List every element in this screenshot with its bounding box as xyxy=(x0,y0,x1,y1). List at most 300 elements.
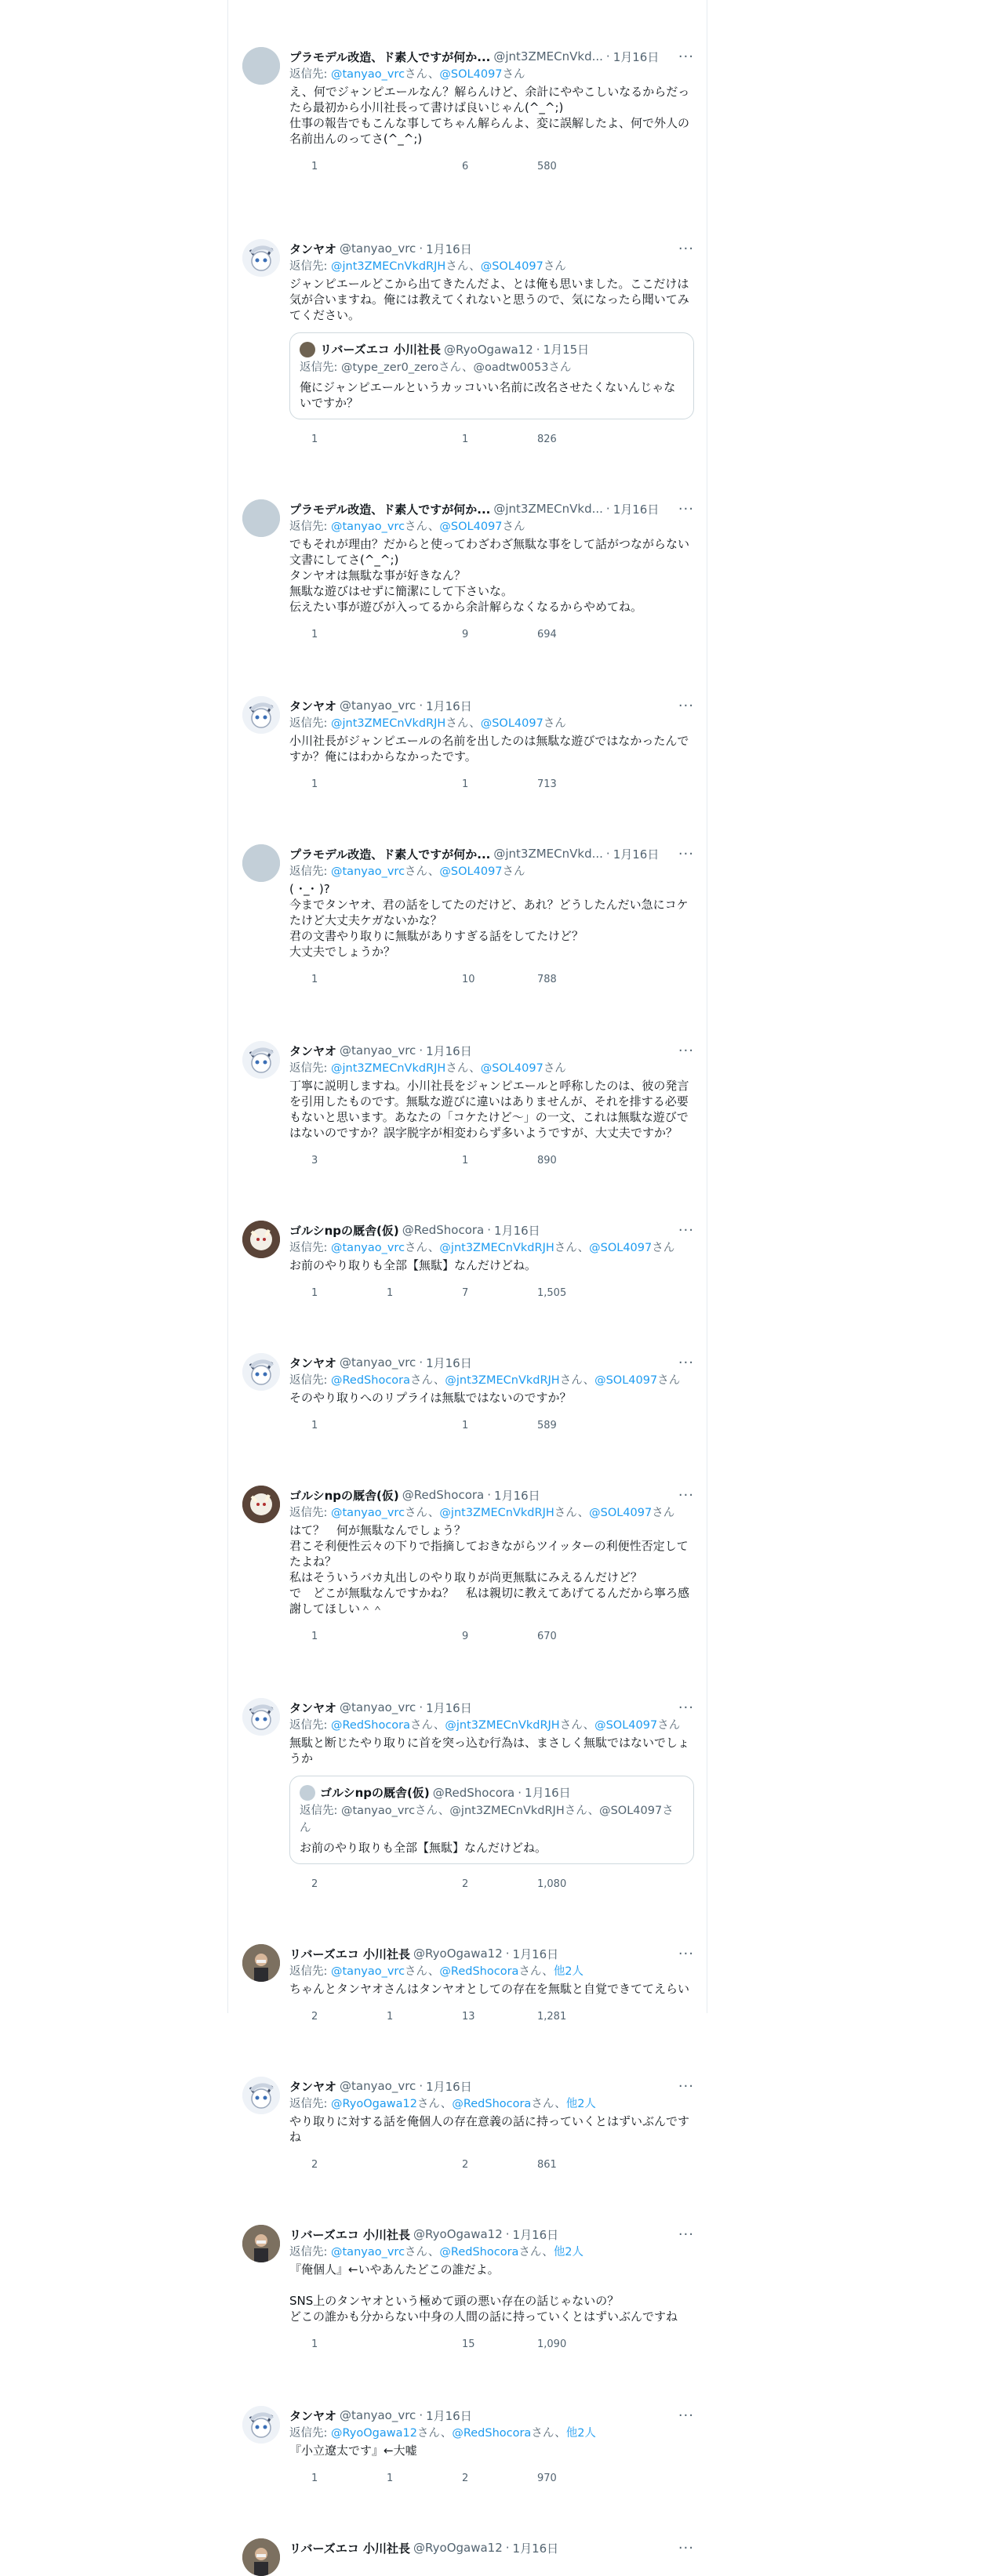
separator-dot: · xyxy=(419,2408,424,2422)
like-button[interactable] xyxy=(440,777,515,791)
like-button[interactable] xyxy=(440,1418,515,1432)
reply-to-prefix: 返信先: xyxy=(289,2427,331,2440)
tweet[interactable] xyxy=(228,1041,707,1172)
share-button[interactable] xyxy=(602,777,616,791)
share-icon xyxy=(602,627,616,641)
avatar-column xyxy=(242,1698,280,1896)
display-name[interactable]: リバーズエコ 小川社長 xyxy=(289,2227,411,2242)
display-name[interactable]: タンヤオ xyxy=(289,241,337,256)
user-handle[interactable]: @tanyao_vrc xyxy=(340,698,416,713)
avatar-column xyxy=(242,696,280,796)
more-icon[interactable]: ··· xyxy=(678,1354,694,1371)
display-name[interactable]: ゴルシnpの厩舎(仮) xyxy=(289,1488,399,1503)
reply-button[interactable] xyxy=(289,159,365,173)
display-name[interactable]: タンヤオ xyxy=(289,2079,337,2094)
avatar[interactable] xyxy=(242,239,280,277)
share-icon xyxy=(602,1418,616,1432)
mention-link[interactable]: @tanyao_vrc xyxy=(331,2246,405,2259)
timestamp[interactable]: 1月16日 xyxy=(512,1947,559,1961)
timestamp[interactable]: 1月16日 xyxy=(426,1355,472,1370)
mention-link[interactable]: @jnt3ZMECnVkdRJH xyxy=(331,1062,446,1075)
user-handle[interactable]: @tanyao_vrc xyxy=(340,1355,416,1370)
tweet-body xyxy=(289,2406,694,2490)
more-icon[interactable]: ··· xyxy=(678,2226,694,2243)
reply-to-prefix: 返信先: xyxy=(289,2246,331,2259)
mention-link[interactable]: @SOL4097 xyxy=(480,260,543,273)
display-name[interactable]: プラモデル改造、ド素人ですが何か... xyxy=(289,49,491,64)
mention-link[interactable]: @jnt3ZMECnVkdRJH xyxy=(331,717,446,730)
mention-link[interactable]: 他2人 xyxy=(565,2098,596,2110)
reply-button[interactable] xyxy=(289,627,365,641)
mention-link[interactable]: @RedShocora xyxy=(439,1965,519,1978)
like-button[interactable] xyxy=(440,2157,515,2171)
timestamp[interactable]: 1月16日 xyxy=(613,847,660,862)
views-button[interactable] xyxy=(515,1153,602,1167)
mention-link[interactable]: @SOL4097 xyxy=(439,521,503,533)
timestamp[interactable]: 1月16日 xyxy=(512,2227,559,2242)
reply-icon xyxy=(289,1629,304,1643)
display-name[interactable]: プラモデル改造、ド素人ですが何か... xyxy=(289,502,491,517)
timestamp[interactable]: 1月16日 xyxy=(494,1488,540,1503)
like-count: 9 xyxy=(462,1630,469,1642)
reply-button[interactable] xyxy=(289,1418,365,1432)
like-icon xyxy=(440,1418,454,1432)
like-button[interactable] xyxy=(440,2337,515,2351)
retweet-icon xyxy=(365,1418,379,1432)
mention-link[interactable]: @jnt3ZMECnVkdRJH xyxy=(445,1719,560,1732)
more-icon[interactable]: ··· xyxy=(678,1221,694,1239)
views-button[interactable] xyxy=(515,1418,602,1432)
share-button[interactable] xyxy=(602,1286,616,1300)
tweet-body xyxy=(289,499,694,646)
tweet-body xyxy=(289,1944,694,2028)
separator-dot: · xyxy=(419,1700,424,1714)
reply-button[interactable] xyxy=(289,1286,365,1300)
tweet[interactable] xyxy=(228,1486,707,1648)
like-button[interactable] xyxy=(440,627,515,641)
timestamp[interactable]: 1月16日 xyxy=(613,49,660,64)
share-button[interactable] xyxy=(602,2009,616,2023)
reply-button[interactable] xyxy=(289,1629,365,1643)
user-handle[interactable]: @RedShocora xyxy=(402,1488,485,1502)
timestamp[interactable]: 1月16日 xyxy=(426,2079,472,2094)
mention-link[interactable]: @SOL4097 xyxy=(594,1374,658,1387)
like-button[interactable] xyxy=(440,972,515,986)
avatar[interactable] xyxy=(242,1221,280,1258)
mention-link[interactable]: @SOL4097 xyxy=(439,68,503,81)
tweet[interactable] xyxy=(228,47,707,178)
reply-icon xyxy=(289,777,304,791)
action-bar xyxy=(289,772,694,796)
share-button[interactable] xyxy=(602,1418,616,1432)
user-handle[interactable]: @tanyao_vrc xyxy=(340,2408,416,2422)
retweet-icon xyxy=(365,159,379,173)
timestamp[interactable]: 1月16日 xyxy=(512,2541,559,2556)
avatar[interactable] xyxy=(242,499,280,537)
views-button[interactable] xyxy=(515,1877,602,1891)
reply-to-line xyxy=(289,258,694,275)
views-icon xyxy=(515,1286,529,1300)
quoted-reply-mentions: @tanyao_vrcさん、@jnt3ZMECnVkdRJHさん、@SOL4097さん xyxy=(300,1805,674,1834)
share-icon xyxy=(602,2157,616,2171)
retweet-button[interactable] xyxy=(365,1629,440,1643)
user-handle[interactable]: @RedShocora xyxy=(402,1223,485,1237)
more-icon[interactable]: ··· xyxy=(678,48,694,65)
reply-count: 1 xyxy=(311,1419,318,1431)
share-button[interactable] xyxy=(602,972,616,986)
action-bar xyxy=(289,2332,694,2356)
mention-link[interactable]: @RedShocora xyxy=(452,2427,532,2440)
reply-icon xyxy=(289,1286,304,1300)
quoted-tweet[interactable] xyxy=(289,332,694,419)
retweet-button[interactable] xyxy=(365,972,440,986)
views-icon xyxy=(515,627,529,641)
more-icon[interactable]: ··· xyxy=(678,1945,694,1962)
share-button[interactable] xyxy=(602,432,616,446)
display-name[interactable]: タンヤオ xyxy=(289,1700,337,1715)
display-name[interactable]: リバーズエコ 小川社長 xyxy=(289,2541,411,2556)
avatar[interactable] xyxy=(242,2406,280,2444)
action-bar xyxy=(289,1624,694,1648)
reply-button[interactable] xyxy=(289,972,365,986)
share-button[interactable] xyxy=(602,1877,616,1891)
avatar[interactable] xyxy=(242,2077,280,2114)
tweet[interactable] xyxy=(228,1698,707,1896)
retweet-button[interactable] xyxy=(365,159,440,173)
mention-suffix: さん xyxy=(543,717,566,730)
more-icon[interactable]: ··· xyxy=(678,1699,694,1716)
mention-suffix: さん、 xyxy=(416,2427,453,2440)
views-count: 694 xyxy=(537,628,557,640)
like-button[interactable] xyxy=(440,1629,515,1643)
like-icon xyxy=(440,1153,454,1167)
like-icon xyxy=(440,432,454,446)
avatar[interactable] xyxy=(242,1698,280,1736)
retweet-icon xyxy=(365,1629,379,1643)
mention-link[interactable]: 他2人 xyxy=(553,2246,584,2259)
tweet[interactable] xyxy=(228,844,707,991)
mention-suffix: さん、 xyxy=(518,1965,554,1978)
views-icon xyxy=(515,1629,529,1643)
mention-link[interactable]: @jnt3ZMECnVkdRJH xyxy=(439,1242,554,1254)
quoted-text: お前のやり取りも全部【無駄】なんだけどね。 xyxy=(300,1841,547,1855)
reply-button[interactable] xyxy=(289,1877,365,1891)
tweet-header xyxy=(289,1698,694,1717)
mention-link[interactable]: @SOL4097 xyxy=(594,1719,658,1732)
user-handle[interactable]: @tanyao_vrc xyxy=(340,241,416,256)
quoted-reply-prefix: 返信先: xyxy=(300,1805,341,1817)
views-count: 890 xyxy=(537,1154,557,1166)
like-button[interactable] xyxy=(440,2471,515,2485)
views-count: 1,281 xyxy=(537,2010,567,2023)
tweet-header xyxy=(289,696,694,715)
mention-link[interactable]: @RyoOgawa12 xyxy=(331,2098,417,2110)
user-handle[interactable]: @jnt3ZMECnVkd... xyxy=(493,49,603,63)
views-icon xyxy=(515,777,529,791)
views-button[interactable] xyxy=(515,2157,602,2171)
views-button[interactable] xyxy=(515,159,602,173)
mention-link[interactable]: @SOL4097 xyxy=(439,865,503,878)
retweet-button[interactable] xyxy=(365,1153,440,1167)
like-button[interactable] xyxy=(440,1877,515,1891)
retweet-button[interactable] xyxy=(365,2471,440,2485)
action-bar xyxy=(289,967,694,991)
tweet[interactable] xyxy=(228,2538,707,2576)
reply-button[interactable] xyxy=(289,1153,365,1167)
timestamp[interactable]: 1月16日 xyxy=(426,241,472,256)
reply-button[interactable] xyxy=(289,777,365,791)
user-handle[interactable]: @jnt3ZMECnVkd... xyxy=(493,502,603,516)
tweet-body xyxy=(289,1041,694,1172)
timestamp[interactable]: 1月16日 xyxy=(426,1700,472,1715)
views-button[interactable] xyxy=(515,1286,602,1300)
avatar[interactable] xyxy=(242,2538,280,2576)
tweet[interactable] xyxy=(228,239,707,451)
mention-suffix: さん、 xyxy=(416,2098,453,2110)
mention-suffix: さん、 xyxy=(405,865,440,878)
more-icon[interactable]: ··· xyxy=(678,2539,694,2556)
share-button[interactable] xyxy=(602,159,616,173)
display-name[interactable]: リバーズエコ 小川社長 xyxy=(289,1947,411,1961)
avatar[interactable] xyxy=(242,2225,280,2262)
separator-dot: · xyxy=(419,698,424,713)
quoted-tweet[interactable] xyxy=(289,1776,694,1864)
timeline xyxy=(227,0,707,2556)
quoted-reply-to xyxy=(300,359,684,376)
more-icon[interactable]: ··· xyxy=(678,240,694,257)
mention-link[interactable]: @RedShocora xyxy=(331,1374,411,1387)
share-button[interactable] xyxy=(602,1629,616,1643)
display-name[interactable]: タンヤオ xyxy=(289,2408,337,2423)
reply-count: 1 xyxy=(311,433,318,445)
mention-link[interactable]: 他2人 xyxy=(553,1965,584,1978)
tweet-text: 丁寧に説明しますね。小川社長をジャンピエールと呼称したのは、彼の発言を引用したものです。無駄な遊びに違いはありませんが、それを排する必要もないと思います。あなたの「コケたけど〜」の一文、これは無駄な遊びではないのですか？誤字脱字が相変わらず多いようですが、大丈夫ですか？ xyxy=(289,1079,689,1140)
mention-link[interactable]: @RedShocora xyxy=(452,2098,532,2110)
display-name[interactable]: ゴルシnpの厩舎(仮) xyxy=(289,1223,399,1238)
action-bar xyxy=(289,2153,694,2176)
tweet-text: お前のやり取りも全部【無駄】なんだけどね。 xyxy=(289,1258,537,1272)
like-button[interactable] xyxy=(440,1153,515,1167)
share-icon xyxy=(602,777,616,791)
like-button[interactable] xyxy=(440,2009,515,2023)
tweet-body xyxy=(289,2225,694,2356)
mention-link[interactable]: 他2人 xyxy=(565,2427,596,2440)
mention-link[interactable]: @tanyao_vrc xyxy=(331,1965,405,1978)
user-handle[interactable]: @RyoOgawa12 xyxy=(413,2541,503,2555)
mention-link[interactable]: @SOL4097 xyxy=(480,1062,543,1075)
more-icon[interactable]: ··· xyxy=(678,845,694,862)
like-icon xyxy=(440,1629,454,1643)
avatar[interactable] xyxy=(242,1041,280,1079)
like-button[interactable] xyxy=(440,1286,515,1300)
mention-suffix: さん、 xyxy=(554,1242,590,1254)
views-count: 713 xyxy=(537,778,557,790)
reply-to-prefix: 返信先: xyxy=(289,2098,331,2110)
display-name[interactable]: タンヤオ xyxy=(289,698,337,713)
views-icon xyxy=(515,2471,529,2485)
timestamp[interactable]: 1月16日 xyxy=(426,1043,472,1058)
views-button[interactable] xyxy=(515,1629,602,1643)
display-name[interactable]: タンヤオ xyxy=(289,1355,337,1370)
reply-button[interactable] xyxy=(289,2009,365,2023)
share-button[interactable] xyxy=(602,2157,616,2171)
reply-to-line xyxy=(289,1060,694,1077)
share-button[interactable] xyxy=(602,2471,616,2485)
tweet[interactable] xyxy=(228,2077,707,2176)
avatar-column xyxy=(242,1944,280,2028)
views-button[interactable] xyxy=(515,432,602,446)
tweet[interactable] xyxy=(228,1221,707,1304)
share-icon xyxy=(602,2337,616,2351)
mention-suffix: さん、 xyxy=(445,1062,481,1075)
share-button[interactable] xyxy=(602,1153,616,1167)
user-handle[interactable]: @jnt3ZMECnVkd... xyxy=(493,847,603,861)
reply-button[interactable] xyxy=(289,2157,365,2171)
avatar[interactable] xyxy=(242,696,280,734)
share-icon xyxy=(602,159,616,173)
tweet-body xyxy=(289,239,694,451)
timestamp[interactable]: 1月16日 xyxy=(426,2408,472,2423)
views-button[interactable] xyxy=(515,777,602,791)
mention-link[interactable]: @jnt3ZMECnVkdRJH xyxy=(331,260,446,273)
retweet-icon xyxy=(365,2157,379,2171)
reply-icon xyxy=(289,432,304,446)
share-button[interactable] xyxy=(602,627,616,641)
avatar-column xyxy=(242,1041,280,1172)
separator-dot: · xyxy=(605,49,610,63)
mention-link[interactable]: @jnt3ZMECnVkdRJH xyxy=(439,1507,554,1519)
views-button[interactable] xyxy=(515,972,602,986)
user-handle[interactable]: @RyoOgawa12 xyxy=(413,1947,503,1961)
display-name[interactable]: タンヤオ xyxy=(289,1043,337,1058)
reply-button[interactable] xyxy=(289,432,365,446)
mention-link[interactable]: @tanyao_vrc xyxy=(331,68,405,81)
quoted-reply-to xyxy=(300,1802,684,1837)
mention-link[interactable]: @tanyao_vrc xyxy=(331,865,405,878)
user-handle[interactable]: @tanyao_vrc xyxy=(340,2079,416,2093)
reply-icon xyxy=(289,1418,304,1432)
mention-link[interactable]: @jnt3ZMECnVkdRJH xyxy=(445,1374,560,1387)
like-button[interactable] xyxy=(440,432,515,446)
tweet[interactable] xyxy=(228,1353,707,1437)
more-icon[interactable]: ··· xyxy=(678,1042,694,1059)
retweet-button[interactable] xyxy=(365,777,440,791)
reply-to-prefix: 返信先: xyxy=(289,1062,331,1075)
like-count: 1 xyxy=(462,778,469,790)
tweet[interactable] xyxy=(228,1944,707,2028)
views-icon xyxy=(515,2157,529,2171)
timestamp[interactable]: 1月16日 xyxy=(494,1223,540,1238)
reply-button[interactable] xyxy=(289,2471,365,2485)
retweet-button[interactable] xyxy=(365,2157,440,2171)
avatar[interactable] xyxy=(242,1944,280,1982)
more-icon[interactable]: ··· xyxy=(678,2407,694,2424)
more-icon[interactable]: ··· xyxy=(678,697,694,714)
views-button[interactable] xyxy=(515,2009,602,2023)
mention-link[interactable]: @RyoOgawa12 xyxy=(331,2427,417,2440)
reply-icon xyxy=(289,1153,304,1167)
views-button[interactable] xyxy=(515,627,602,641)
user-handle[interactable]: @RyoOgawa12 xyxy=(413,2227,503,2241)
more-icon[interactable]: ··· xyxy=(678,2077,694,2095)
separator-dot: · xyxy=(605,847,610,861)
like-icon xyxy=(440,627,454,641)
separator-dot: · xyxy=(419,1043,424,1058)
mention-link[interactable]: @tanyao_vrc xyxy=(331,1507,405,1519)
like-button[interactable] xyxy=(440,159,515,173)
retweet-button[interactable] xyxy=(365,1877,440,1891)
reply-to-line xyxy=(289,66,694,83)
share-button[interactable] xyxy=(602,2337,616,2351)
share-icon xyxy=(602,1153,616,1167)
views-button[interactable] xyxy=(515,2337,602,2351)
retweet-button[interactable] xyxy=(365,432,440,446)
retweet-button[interactable] xyxy=(365,627,440,641)
timestamp[interactable]: 1月16日 xyxy=(613,502,660,517)
avatar-column xyxy=(242,1353,280,1437)
separator-dot: · xyxy=(518,1785,522,1800)
mention-link[interactable]: @tanyao_vrc xyxy=(331,521,405,533)
avatar[interactable] xyxy=(242,1353,280,1391)
tweet-body xyxy=(289,1486,694,1648)
user-handle[interactable]: @tanyao_vrc xyxy=(340,1043,416,1058)
mention-link[interactable]: @tanyao_vrc xyxy=(331,1242,405,1254)
more-icon[interactable]: ··· xyxy=(678,1486,694,1504)
tweet[interactable] xyxy=(228,2225,707,2356)
quoted-handle: @RyoOgawa12 xyxy=(444,342,533,357)
share-icon xyxy=(602,972,616,986)
avatar[interactable] xyxy=(242,1486,280,1523)
reply-button[interactable] xyxy=(289,2337,365,2351)
mention-suffix: さん、 xyxy=(405,68,440,81)
tweet-header xyxy=(289,844,694,863)
reply-icon xyxy=(289,159,304,173)
avatar[interactable] xyxy=(242,844,280,882)
retweet-button[interactable] xyxy=(365,1286,440,1300)
more-icon[interactable]: ··· xyxy=(678,500,694,517)
mention-suffix: さん、 xyxy=(518,2246,554,2259)
views-button[interactable] xyxy=(515,2471,602,2485)
retweet-button[interactable] xyxy=(365,2009,440,2023)
avatar[interactable] xyxy=(242,47,280,85)
tweet[interactable] xyxy=(228,2406,707,2490)
tweet[interactable] xyxy=(228,499,707,646)
user-handle[interactable]: @tanyao_vrc xyxy=(340,1700,416,1714)
retweet-button[interactable] xyxy=(365,2337,440,2351)
mention-link[interactable]: @SOL4097 xyxy=(589,1507,653,1519)
tweet-body xyxy=(289,2077,694,2176)
display-name[interactable]: プラモデル改造、ド素人ですが何か... xyxy=(289,847,491,862)
reply-count: 1 xyxy=(311,628,318,640)
mention-link[interactable]: @SOL4097 xyxy=(480,717,543,730)
retweet-icon xyxy=(365,627,379,641)
mention-link[interactable]: @RedShocora xyxy=(331,1719,411,1732)
mention-link[interactable]: @SOL4097 xyxy=(589,1242,653,1254)
mention-suffix: さん、 xyxy=(405,2246,440,2259)
reply-to-line xyxy=(289,1239,694,1257)
like-icon xyxy=(440,2337,454,2351)
mention-suffix: さん、 xyxy=(445,717,481,730)
tweet-text: でもそれが理由？だからと使ってわざわざ無駄な事をして話がつながらない文書にしてさ(^_^;) タンヤオは無駄な事が好きなん？ 無駄な遊びはせずに簡潔にして下さいな。 伝えたい事が遊びが入ってるから余計解らなくなるからやめてね。 xyxy=(289,537,690,614)
tweet-text: ジャンピエールどこから出てきたんだよ、とは俺も思いました。ここだけは気が合いますね。俺には教えてくれないと思うので、気になったら聞いてみてください。 xyxy=(289,277,689,322)
mention-link[interactable]: @RedShocora xyxy=(439,2246,519,2259)
like-icon xyxy=(440,777,454,791)
tweet-header xyxy=(289,1221,694,1239)
retweet-button[interactable] xyxy=(365,1418,440,1432)
timestamp[interactable]: 1月16日 xyxy=(426,698,472,713)
tweet[interactable] xyxy=(228,696,707,796)
reply-to-line xyxy=(289,863,694,880)
